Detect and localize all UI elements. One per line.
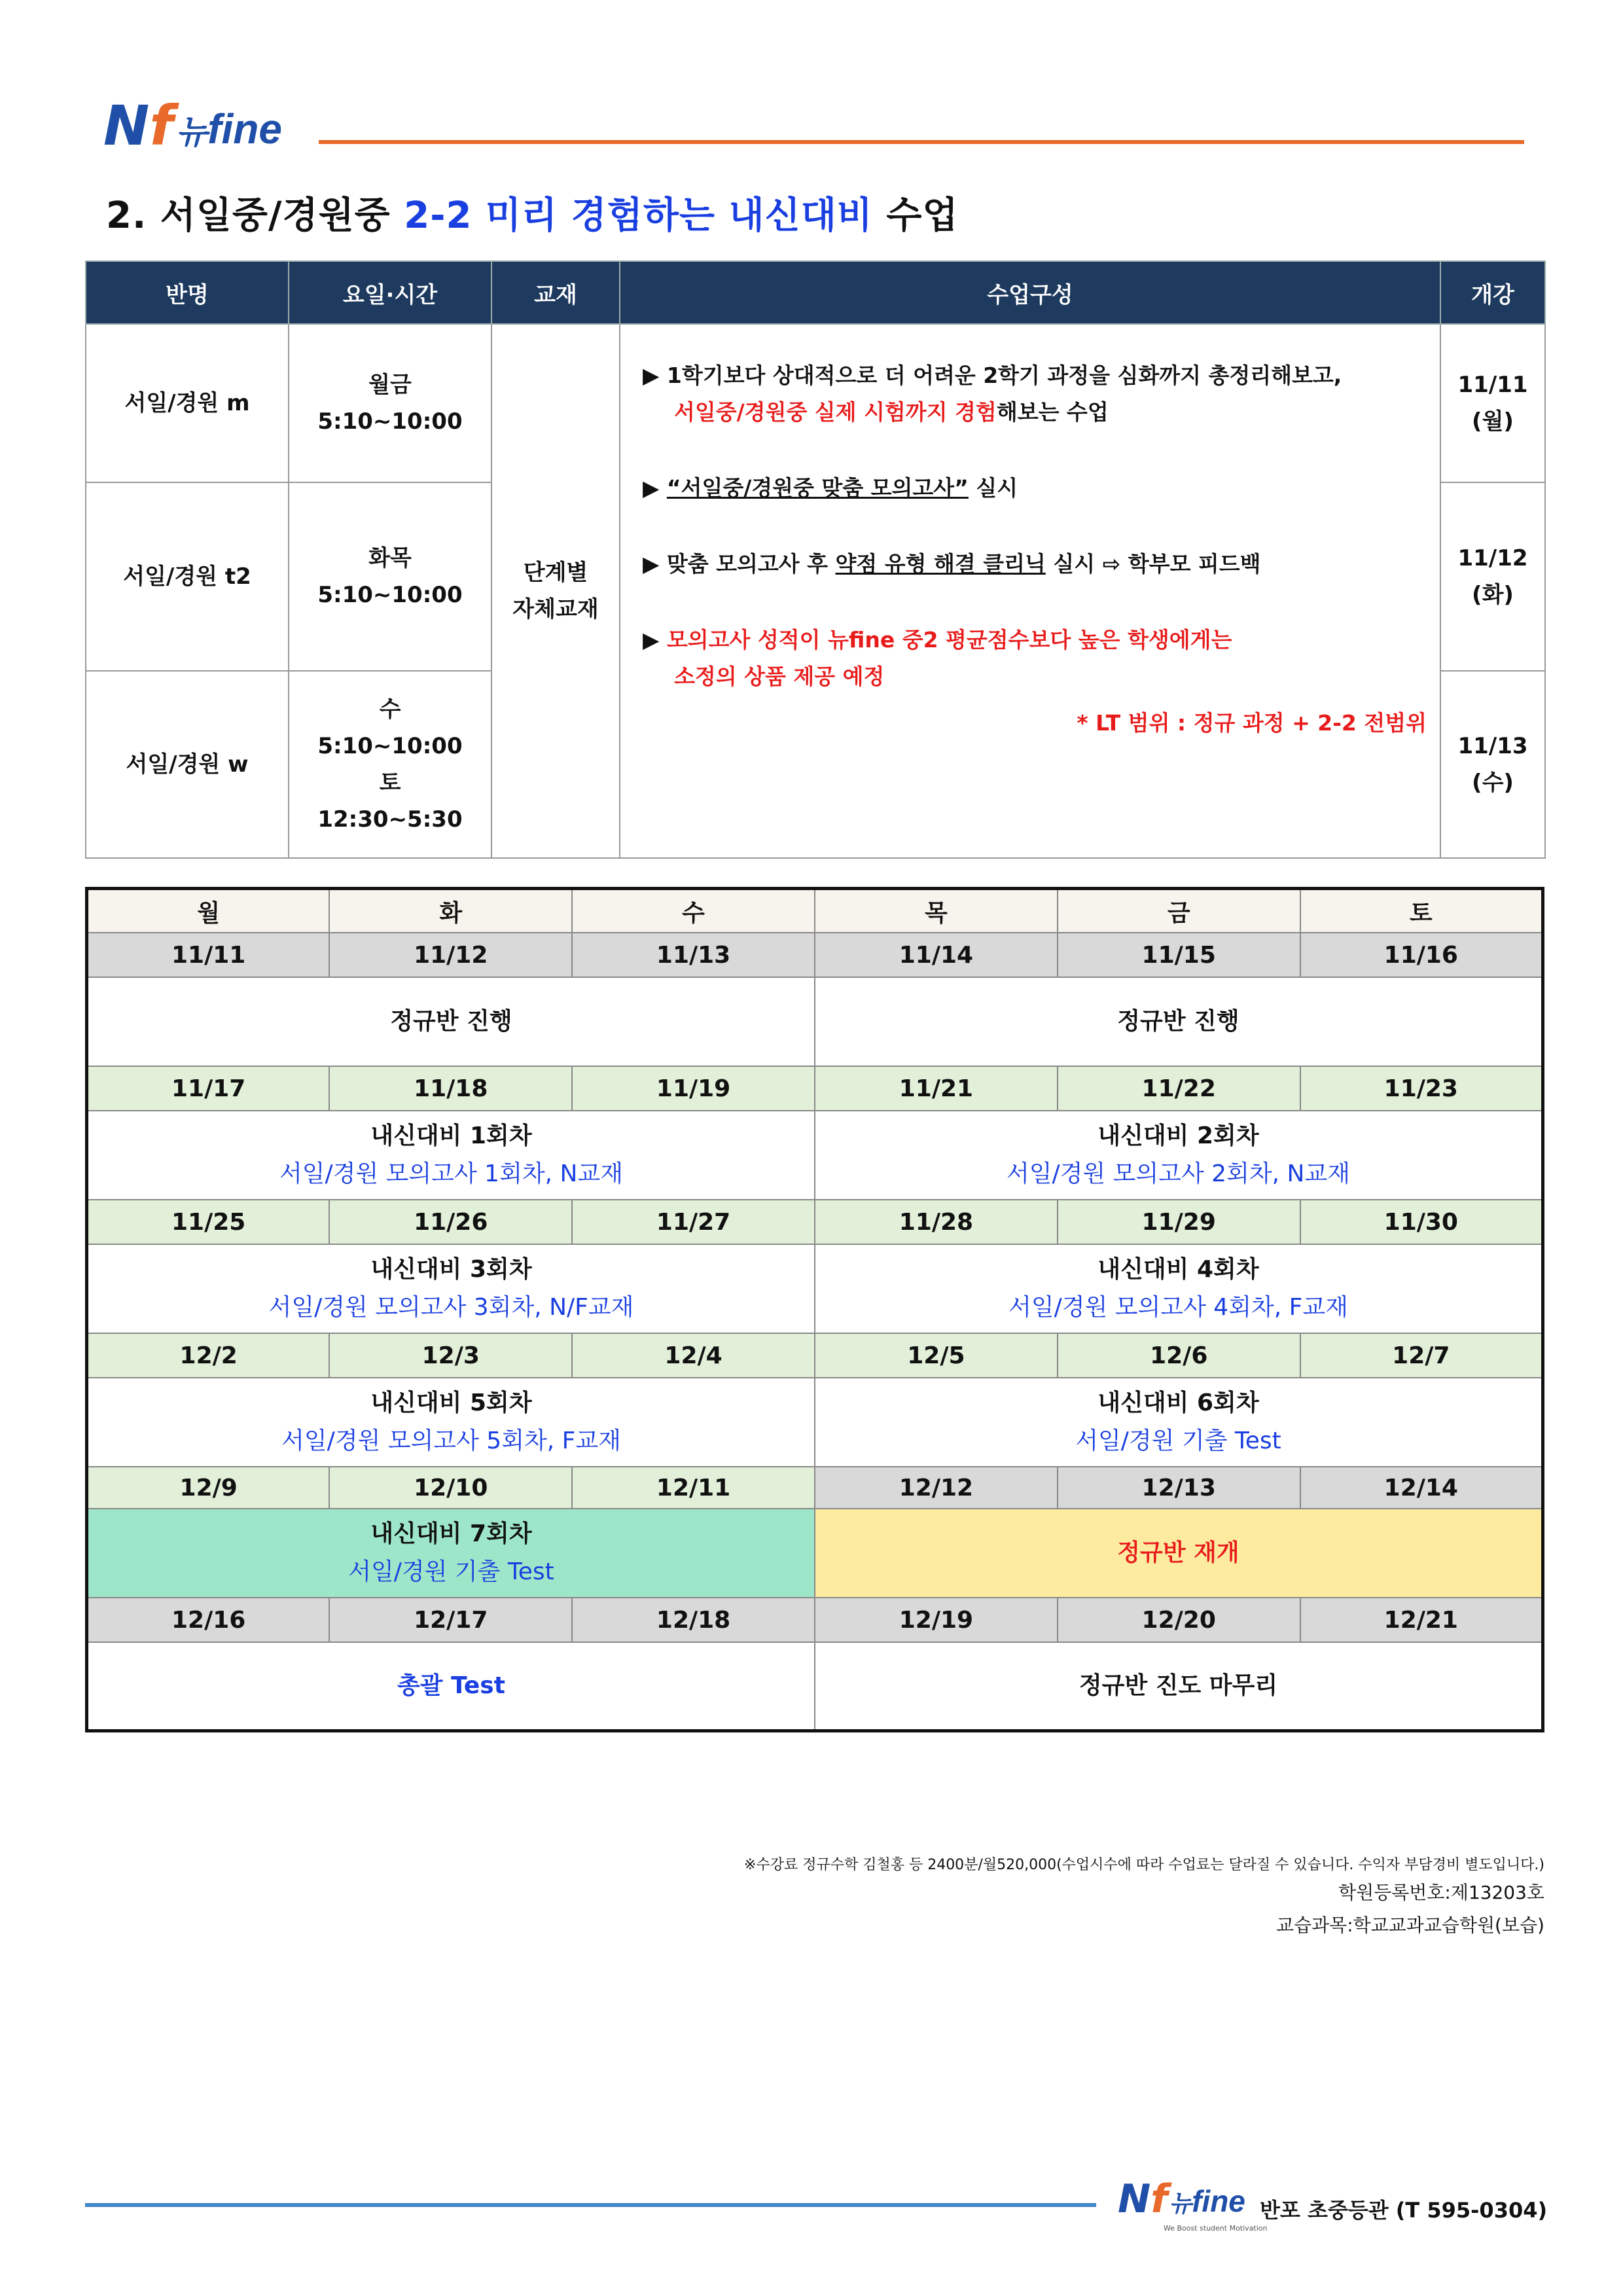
- header-divider: [319, 140, 1524, 144]
- range-note: * LT 범위 : 정규 과정 + 2-2 전범위: [1077, 709, 1427, 736]
- date-cell: 12/9: [87, 1467, 330, 1509]
- date-cell: 12/14: [1300, 1467, 1543, 1509]
- curriculum-item-2: ▶ “서일중/경원중 맞춤 모의고사” 실시: [643, 475, 1018, 501]
- class-schedule: 수 5:10~10:00 토 12:30~5:30: [289, 671, 491, 858]
- class-info-table: [85, 260, 1546, 859]
- weekday-label: 월: [87, 889, 330, 933]
- event-cell: 내신대비 7회차 서일/경원 기출 Test: [87, 1509, 815, 1598]
- header-schedule: 요일·시간: [289, 261, 491, 324]
- event-cell: 내신대비 5회차 서일/경원 모의고사 5회차, F교재: [87, 1378, 815, 1467]
- date-cell: 11/22: [1058, 1066, 1300, 1111]
- schedule-calendar: [85, 887, 1544, 1732]
- event-cell: 내신대비 4회차 서일/경원 모의고사 4회차, F교재: [815, 1244, 1543, 1333]
- academy-logo: [103, 94, 282, 158]
- page-title: 2. 서일중/경원중 2-2 미리 경험하는 내신대비 수업: [106, 194, 959, 237]
- registration-number: 학원등록번호:제13203호: [1338, 1882, 1544, 1903]
- info-row: [86, 324, 1545, 482]
- branch-contact: 반포 초중등관 (T 595-0304): [1260, 2198, 1548, 2223]
- date-cell: 12/12: [815, 1467, 1058, 1509]
- date-cell: 11/12: [329, 933, 572, 977]
- start-date: 11/12 (화): [1440, 482, 1545, 671]
- date-cell: 11/19: [572, 1066, 815, 1111]
- logo-mark: Nf: [1118, 2176, 1168, 2222]
- date-cell: 11/28: [815, 1200, 1058, 1244]
- logo-mark: Nf: [103, 94, 173, 158]
- curriculum-item-4: ▶ 모의고사 성적이 뉴fine 중2 평균점수보다 높은 학생에게는 소정의 상품 제공 예정 * LT 범위 : 정규 과정 + 2-2 전범위: [643, 622, 1427, 741]
- header-class-name: 반명: [86, 261, 289, 324]
- date-cell: 11/14: [815, 933, 1058, 977]
- date-cell: 11/11: [87, 933, 330, 977]
- date-row: [87, 1200, 1543, 1244]
- class-name: 서일/경원 t2: [86, 482, 289, 671]
- date-cell: 11/23: [1300, 1066, 1543, 1111]
- info-header-row: [86, 261, 1545, 324]
- textbook-cell: 단계별 자체교재: [491, 324, 620, 858]
- date-cell: 12/21: [1300, 1598, 1543, 1642]
- date-row: [87, 1066, 1543, 1111]
- curriculum-cell: [620, 324, 1440, 858]
- date-cell: 12/13: [1058, 1467, 1300, 1509]
- date-cell: 11/17: [87, 1066, 330, 1111]
- header-start: 개강: [1440, 261, 1545, 324]
- footer-divider: [85, 2203, 1096, 2207]
- date-cell: 11/30: [1300, 1200, 1543, 1244]
- logo-korean: 뉴: [175, 113, 208, 151]
- date-cell: 12/7: [1300, 1333, 1543, 1378]
- date-row: [87, 1467, 1543, 1509]
- event-row: [87, 1111, 1543, 1200]
- class-schedule: 월금 5:10~10:00: [289, 324, 491, 482]
- date-row: [87, 933, 1543, 977]
- date-cell: 11/16: [1300, 933, 1543, 977]
- event-cell: 총괄 Test: [87, 1642, 815, 1731]
- date-cell: 12/10: [329, 1467, 572, 1509]
- event-cell: 내신대비 3회차 서일/경원 모의고사 3회차, N/F교재: [87, 1244, 815, 1333]
- logo-fine: fine: [1192, 2184, 1245, 2218]
- event-cell: 정규반 진행: [815, 977, 1543, 1066]
- date-cell: 11/27: [572, 1200, 815, 1244]
- event-cell: 정규반 재개: [815, 1509, 1543, 1598]
- footer-logo: [1118, 2176, 1245, 2222]
- weekday-label: 목: [815, 889, 1058, 933]
- date-row: [87, 1333, 1543, 1378]
- header-textbook: 교재: [491, 261, 620, 324]
- event-row: [87, 977, 1543, 1066]
- event-row: [87, 1509, 1543, 1598]
- event-cell: 정규반 진도 마무리: [815, 1642, 1543, 1731]
- weekday-label: 수: [572, 889, 815, 933]
- date-cell: 11/21: [815, 1066, 1058, 1111]
- event-cell: 내신대비 2회차 서일/경원 모의고사 2회차, N교재: [815, 1111, 1543, 1200]
- event-cell: 내신대비 6회차 서일/경원 기출 Test: [815, 1378, 1543, 1467]
- date-cell: 12/18: [572, 1598, 815, 1642]
- fee-note: ※수강료 정규수학 김철홍 등 2400분/월520,000(수업시수에 따라 수업료는 달라질 수 있습니다. 수익자 부담경비 별도입니다.): [744, 1857, 1544, 1873]
- date-cell: 11/26: [329, 1200, 572, 1244]
- curriculum-item-1: ▶ 1학기보다 상대적으로 더 어려운 2학기 과정을 심화까지 총정리해보고, 서일중/경원중 실제 시험까지 경험해보는 수업: [643, 363, 1342, 425]
- date-cell: 12/17: [329, 1598, 572, 1642]
- start-date: 11/13 (수): [1440, 671, 1545, 858]
- class-name: 서일/경원 m: [86, 324, 289, 482]
- logo-korean: 뉴: [1169, 2191, 1192, 2217]
- event-cell: 정규반 진행: [87, 977, 815, 1066]
- subject-info: 교습과목:학교교과교습학원(보습): [1276, 1914, 1544, 1936]
- event-row: [87, 1378, 1543, 1467]
- date-cell: 12/16: [87, 1598, 330, 1642]
- event-cell: 내신대비 1회차 서일/경원 모의고사 1회차, N교재: [87, 1111, 815, 1200]
- date-cell: 11/18: [329, 1066, 572, 1111]
- logo-slogan: We Boost student Motivation: [1164, 2224, 1268, 2233]
- header-curriculum: 수업구성: [620, 261, 1440, 324]
- date-cell: 12/5: [815, 1333, 1058, 1378]
- weekday-label: 토: [1300, 889, 1543, 933]
- date-cell: 11/13: [572, 933, 815, 977]
- class-schedule: 화목 5:10~10:00: [289, 482, 491, 671]
- weekday-header-row: [87, 889, 1543, 933]
- date-cell: 12/20: [1058, 1598, 1300, 1642]
- date-cell: 12/6: [1058, 1333, 1300, 1378]
- date-cell: 11/25: [87, 1200, 330, 1244]
- logo-fine: fine: [207, 105, 282, 152]
- weekday-label: 금: [1058, 889, 1300, 933]
- event-row: [87, 1244, 1543, 1333]
- class-name: 서일/경원 w: [86, 671, 289, 858]
- date-cell: 11/29: [1058, 1200, 1300, 1244]
- start-date: 11/11 (월): [1440, 324, 1545, 482]
- date-row: [87, 1598, 1543, 1642]
- date-cell: 11/15: [1058, 933, 1300, 977]
- date-cell: 12/3: [329, 1333, 572, 1378]
- date-cell: 12/2: [87, 1333, 330, 1378]
- event-row: [87, 1642, 1543, 1731]
- date-cell: 12/19: [815, 1598, 1058, 1642]
- date-cell: 12/4: [572, 1333, 815, 1378]
- weekday-label: 화: [329, 889, 572, 933]
- curriculum-item-3: ▶ 맞춤 모의고사 후 약점 유형 해결 클리닉 실시 ⇨ 학부모 피드백: [643, 551, 1261, 577]
- date-cell: 12/11: [572, 1467, 815, 1509]
